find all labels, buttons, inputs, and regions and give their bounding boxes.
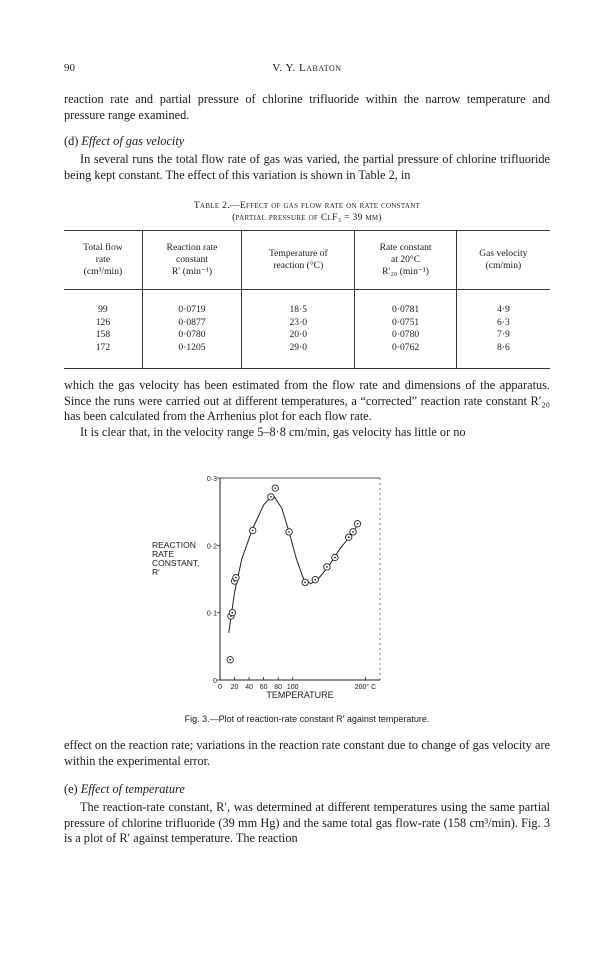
cell: 6·3 [456, 317, 550, 330]
data-point [286, 529, 292, 535]
data-point [346, 534, 352, 540]
x-tick-label: 200° C [354, 684, 377, 691]
cell: 4·9 [456, 290, 550, 317]
data-point [332, 554, 338, 560]
cell: 0·0780 [355, 329, 456, 342]
data-point [268, 494, 274, 500]
data-point [354, 521, 360, 527]
table-row [64, 317, 550, 330]
x-tick-label: 20 [230, 684, 239, 691]
post-table-paragraph-2: It is clear that, in the velocity range 5–8·8 cm/min, gas velocity has little or no [80, 424, 466, 439]
point-center [229, 659, 231, 661]
cell: 0·1205 [142, 342, 241, 369]
y-tick-label: 0·2 [206, 543, 217, 551]
point-center [314, 579, 316, 581]
cell: 23·0 [242, 317, 355, 330]
data-point [302, 579, 308, 585]
y-axis-label-line: RATE [152, 549, 175, 559]
point-center [304, 581, 306, 583]
x-tick-label: 40 [245, 684, 253, 691]
x-tick-label: 60 [259, 684, 268, 691]
table-caption-line2: (partial pressure of ClF₃ = 39 mm) [232, 212, 382, 223]
intro-paragraph [64, 92, 550, 123]
section-d-label: (d) [64, 134, 79, 148]
y-tick-label: 0·3 [206, 476, 217, 483]
point-center [288, 531, 290, 533]
figure-caption: Fig. 3.—Plot of reaction-rate constant R′ against temperature. [184, 714, 430, 724]
chart-axes [217, 478, 380, 680]
data-point [227, 657, 233, 663]
table-header-row [64, 231, 550, 290]
section-d-body [64, 152, 550, 183]
cell: 0·0719 [142, 290, 241, 317]
cell: 126 [95, 316, 111, 328]
rate-vs-temperature-chart [150, 470, 470, 710]
post-figure-body [64, 738, 550, 769]
table-row [64, 342, 550, 369]
y-axis-label-line: CONSTANT, [152, 558, 200, 568]
y-axis-label-line: REACTION [152, 540, 196, 550]
data-point [324, 564, 330, 570]
point-center [274, 487, 276, 489]
col-header-temperature: Temperature of reaction (°C) [242, 231, 355, 290]
section-d-heading [64, 134, 550, 150]
point-center [326, 566, 328, 568]
cell: 7·9 [456, 329, 550, 342]
cell: 99 [98, 304, 108, 316]
table-row [64, 329, 550, 342]
table-caption [64, 200, 550, 224]
col-header-total-flow: Total flow rate (cm³/min) [83, 242, 123, 277]
col-header-rate-constant: Rate constant at 20°C R′₂₀ (min⁻¹) [355, 231, 456, 290]
trend-curve [229, 495, 360, 633]
section-e-label: (e) [64, 782, 78, 796]
data-points [227, 485, 361, 663]
cell: 18·5 [242, 290, 355, 317]
post-figure-paragraph: effect on the reaction rate; variations in the reaction rate constant due to change of gas velocity are within the experimental error. [64, 738, 550, 768]
point-center [348, 536, 350, 538]
y-tick-label: 0 [213, 678, 217, 685]
post-table-paragraph-1: which the gas velocity has been estimated from the flow rate and dimensions of the apparatus. Since the runs were carried out at different temperatures, a “corrected” reaction rate constant R′₂₀ has been calculated from the Arrhenius plot for each flow rate. [64, 378, 550, 423]
x-tick-label: 100 [286, 684, 299, 691]
section-d-paragraph: In several runs the total flow rate of gas was varied, the partial pressure of chlorine trifluoride being kept constant. The effect of this variation is shown in Table 2, in [64, 152, 550, 182]
running-author: V. Y. Labaton [272, 62, 342, 74]
cell: 0·0751 [355, 317, 456, 330]
y-tick-label: 0·1 [206, 610, 217, 618]
post-table-body [64, 378, 550, 440]
y-axis-label-line: R′ [152, 567, 160, 577]
point-center [334, 557, 336, 559]
data-point [272, 485, 278, 491]
point-center [352, 531, 354, 533]
col-header-reaction-rate: Reaction rate constant R′ (min⁻¹) [142, 231, 241, 290]
y-axis-label [152, 540, 200, 577]
data-point [350, 529, 356, 535]
x-tick-label: 0 [218, 684, 222, 691]
table-caption-line1: Table 2.—Effect of gas flow rate on rate constant [193, 200, 421, 211]
section-e-body [64, 800, 550, 847]
section-e-heading [64, 782, 550, 798]
x-tick-label: 80 [274, 684, 283, 691]
section-e-title: Effect of temperature [80, 782, 185, 796]
data-point [312, 576, 318, 582]
intro-text: reaction rate and partial pressure of chlorine trifluoride within the narrow temperature and pressure range examined. [64, 92, 550, 122]
point-center [231, 612, 233, 614]
section-d-title: Effect of gas velocity [81, 134, 185, 148]
page-number: 90 [64, 62, 75, 74]
cell: 172 [95, 341, 111, 353]
data-point [233, 574, 239, 580]
point-center [270, 496, 272, 498]
cell: 158 [95, 329, 111, 341]
cell: 29·0 [242, 342, 355, 369]
figure-3 [150, 470, 470, 710]
cell: 0·0762 [355, 342, 456, 369]
col-header-gas-velocity: Gas velocity (cm/min) [456, 231, 550, 290]
data-point [229, 609, 235, 615]
cell: 8·6 [456, 342, 550, 369]
cell: 20·0 [242, 329, 355, 342]
table-row [64, 290, 550, 317]
data-point [250, 527, 256, 533]
point-center [252, 530, 254, 532]
section-e-paragraph: The reaction-rate constant, R′, was determined at different temperatures using the same partial pressure of chlorine trifluoride (39 mm Hg) and the same total gas flow-rate (158 cm³/min). Fig. 3 is a plot of R′ against temperature. The reaction [64, 800, 550, 845]
x-axis-label: TEMPERATURE [266, 690, 334, 700]
flow-rate-table [64, 230, 550, 369]
cell: 0·0781 [355, 290, 456, 317]
cell: 0·0877 [142, 317, 241, 330]
point-center [235, 577, 237, 579]
point-center [357, 523, 359, 525]
cell: 0·0780 [142, 329, 241, 342]
